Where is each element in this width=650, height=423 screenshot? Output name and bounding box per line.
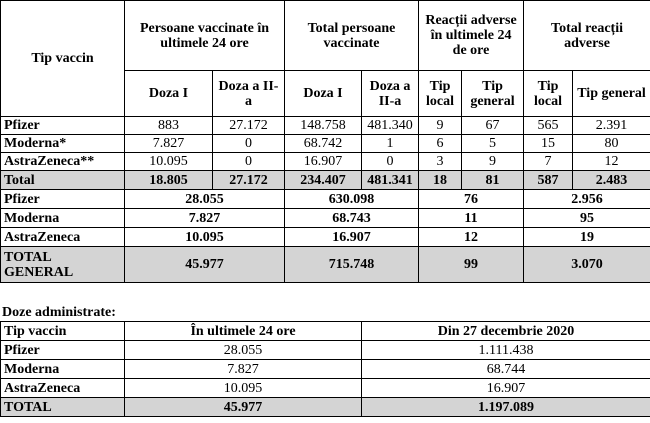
- cell: 630.098: [285, 190, 419, 209]
- cell: 81: [462, 171, 524, 190]
- cell: 2.391: [573, 117, 650, 135]
- cell: 7.827: [125, 135, 213, 153]
- header-tip-general: Tip general: [573, 71, 650, 117]
- table-row: [1, 135, 650, 153]
- cell: 9: [462, 153, 524, 171]
- table-row: [1, 117, 650, 135]
- cell: 883: [125, 117, 213, 135]
- cell: 0: [213, 153, 285, 171]
- cell: 3.070: [524, 247, 650, 283]
- header-last-24h: În ultimele 24 ore: [125, 322, 362, 341]
- summary-row: [1, 228, 650, 247]
- cell: 10.095: [125, 379, 362, 398]
- cell: 9: [419, 117, 462, 135]
- cell: 45.977: [125, 247, 285, 283]
- table-row: [1, 341, 650, 360]
- cell: 481.340: [362, 117, 419, 135]
- vaccine-name: AstraZeneca: [1, 379, 125, 398]
- cell: 7: [524, 153, 573, 171]
- header-vaccinated-24h: Persoane vaccinate în ultimele 24 ore: [125, 1, 285, 71]
- cell: 12: [573, 153, 650, 171]
- cell: 45.977: [125, 398, 362, 417]
- cell: 68.742: [285, 135, 362, 153]
- header-doza2: Doza a II-a: [362, 71, 419, 117]
- table-row: [1, 153, 650, 171]
- cell: 3: [419, 153, 462, 171]
- vaccine-name: Pfizer: [1, 341, 125, 360]
- cell: 0: [362, 153, 419, 171]
- doses-administered-table: [0, 321, 650, 417]
- cell: 1.111.438: [362, 341, 650, 360]
- cell: 76: [419, 190, 524, 209]
- cell: 27.172: [213, 117, 285, 135]
- cell: 28.055: [125, 341, 362, 360]
- total-row: [1, 398, 650, 417]
- cell: 1: [362, 135, 419, 153]
- header-tip-local: Tip local: [419, 71, 462, 117]
- cell: 148.758: [285, 117, 362, 135]
- grand-total-row: [1, 247, 650, 283]
- doses-caption: Doze administrate:: [2, 305, 116, 320]
- cell: 80: [573, 135, 650, 153]
- vaccine-name: Moderna: [1, 209, 125, 228]
- header-tip-vaccin: Tip vaccin: [1, 322, 125, 341]
- cell: 0: [213, 135, 285, 153]
- header-tip-vaccin: Tip vaccin: [1, 1, 125, 117]
- summary-row: [1, 209, 650, 228]
- header-doza2: Doza a II-a: [213, 71, 285, 117]
- header-total-vaccinated: Total persoane vaccinate: [285, 1, 419, 71]
- cell: 18: [419, 171, 462, 190]
- cell: 481.341: [362, 171, 419, 190]
- cell: 565: [524, 117, 573, 135]
- header-tip-general: Tip general: [462, 71, 524, 117]
- cell: 15: [524, 135, 573, 153]
- header-adverse-24h: Reacții adverse în ultimele 24 de ore: [419, 1, 524, 71]
- cell: 715.748: [285, 247, 419, 283]
- header-tip-local: Tip local: [524, 71, 573, 117]
- cell: 16.907: [285, 228, 419, 247]
- cell: 18.805: [125, 171, 213, 190]
- vaccine-name: AstraZeneca**: [1, 153, 125, 171]
- cell: 67: [462, 117, 524, 135]
- header-row: [1, 322, 650, 341]
- vaccine-name: Moderna*: [1, 135, 125, 153]
- cell: 7.827: [125, 360, 362, 379]
- total-label: Total: [1, 171, 125, 190]
- header-since-date: Din 27 decembrie 2020: [362, 322, 650, 341]
- header-doza1: Doza I: [285, 71, 362, 117]
- vaccine-name: AstraZeneca: [1, 228, 125, 247]
- cell: 27.172: [213, 171, 285, 190]
- vaccine-name: Moderna: [1, 360, 125, 379]
- cell: 95: [524, 209, 650, 228]
- table-row: [1, 379, 650, 398]
- cell: 10.095: [125, 153, 213, 171]
- cell: 19: [524, 228, 650, 247]
- cell: 12: [419, 228, 524, 247]
- cell: 6: [419, 135, 462, 153]
- header-doza1: Doza I: [125, 71, 213, 117]
- cell: 7.827: [125, 209, 285, 228]
- cell: 28.055: [125, 190, 285, 209]
- cell: 16.907: [285, 153, 362, 171]
- cell: 2.956: [524, 190, 650, 209]
- cell: 68.743: [285, 209, 419, 228]
- header-total-adverse: Total reacții adverse: [524, 1, 650, 71]
- cell: 16.907: [362, 379, 650, 398]
- cell: 234.407: [285, 171, 362, 190]
- cell: 1.197.089: [362, 398, 650, 417]
- total-row: [1, 171, 650, 190]
- summary-row: [1, 190, 650, 209]
- cell: 5: [462, 135, 524, 153]
- cell: 11: [419, 209, 524, 228]
- cell: 587: [524, 171, 573, 190]
- grand-total-label: TOTAL GENERAL: [1, 247, 125, 283]
- cell: 2.483: [573, 171, 650, 190]
- vaccine-name: Pfizer: [1, 190, 125, 209]
- total-label: TOTAL: [1, 398, 125, 417]
- vaccine-name: Pfizer: [1, 117, 125, 135]
- table-row: [1, 360, 650, 379]
- header-row-1: [1, 1, 650, 71]
- cell: 99: [419, 247, 524, 283]
- cell: 10.095: [125, 228, 285, 247]
- cell: 68.744: [362, 360, 650, 379]
